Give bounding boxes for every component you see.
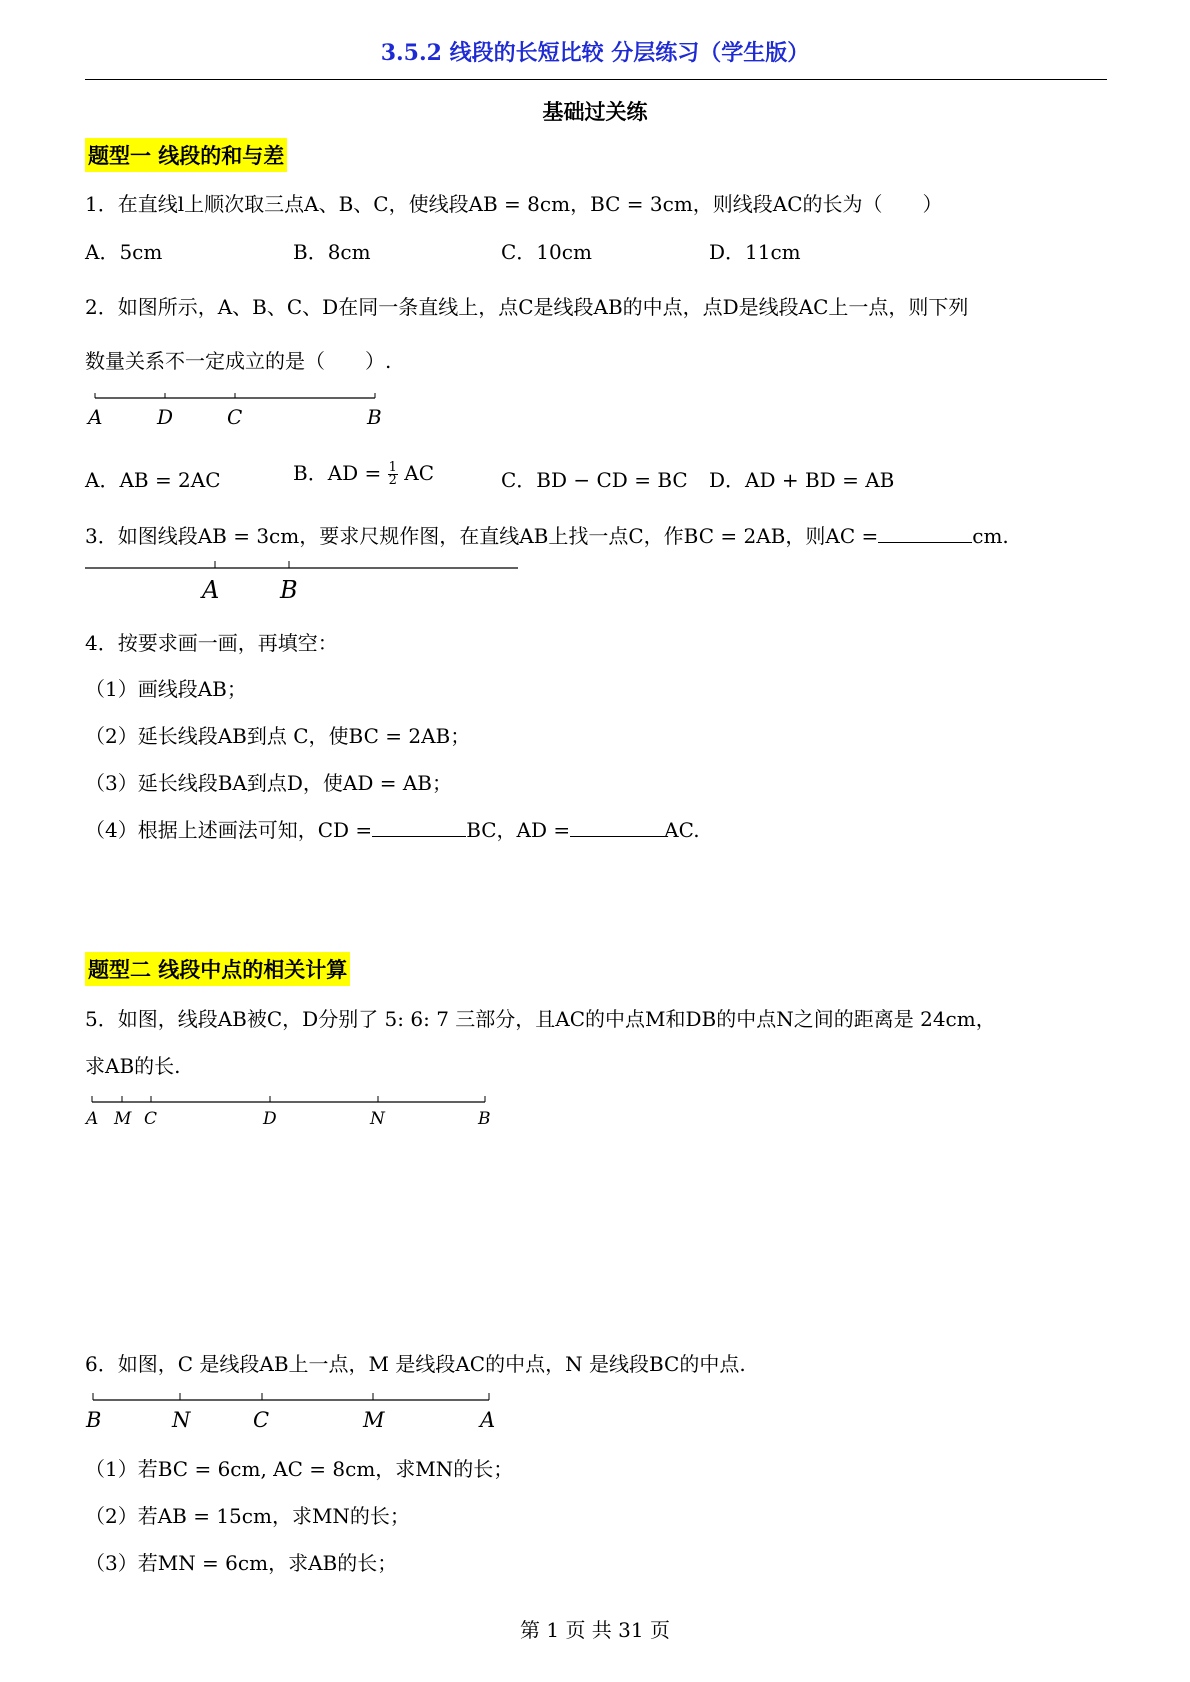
q3-label-a: A <box>202 576 220 604</box>
q2-option-b-tail: AC <box>404 461 435 485</box>
q5-label-b: B <box>478 1109 491 1129</box>
q2-fraction <box>388 462 398 487</box>
q4-part-2: （2）延长线段AB到点 C，使BC = 2AB； <box>85 724 471 748</box>
q2-label-d: D <box>157 405 174 429</box>
fraction-denominator: 2 <box>388 473 397 488</box>
q6-label-a: A <box>480 1408 496 1432</box>
q3-label-b: B <box>280 576 298 604</box>
q4-part-4-c: AC. <box>664 818 700 842</box>
question-2-line-1: 2．如图所示，A、B、C、D在同一条直线上，点C是线段AB的中点，点D是线段AC上一点，则下列 <box>85 295 969 319</box>
q2-label-c: C <box>227 405 243 429</box>
fraction-numerator: 1 <box>388 460 397 475</box>
q2-option-d: D．AD + BD = AB <box>709 468 895 492</box>
q6-label-m: M <box>363 1408 385 1432</box>
q2-option-b <box>293 457 434 487</box>
q3-text-after: cm. <box>972 524 1009 548</box>
q3-figure <box>85 556 525 606</box>
question-5-line-1: 5．如图，线段AB被C，D分别了 5: 6: 7 三部分，且AC的中点M和DB的中点N之间的距离是 24cm， <box>85 1007 996 1031</box>
q1-option-d: D．11cm <box>709 240 801 264</box>
question-type-1-label: 题型一 线段的和与差 <box>85 138 287 172</box>
q4-part-4 <box>85 814 700 843</box>
q6-label-n: N <box>172 1408 191 1432</box>
question-5-line-2: 求AB的长. <box>85 1054 181 1078</box>
header-divider <box>85 79 1107 80</box>
q6-part-2: （2）若AB = 15cm，求MN的长； <box>85 1504 410 1528</box>
question-type-2-label: 题型二 线段中点的相关计算 <box>85 952 350 986</box>
q4-part-4-a: （4）根据上述画法可知，CD = <box>85 818 373 842</box>
q5-label-a: A <box>86 1109 99 1129</box>
section-heading: 基础过关练 <box>542 99 648 124</box>
q1-option-b: B．8cm <box>293 240 371 264</box>
question-6-stem: 6．如图，C 是线段AB上一点，M 是线段AC的中点，N 是线段BC的中点. <box>85 1352 746 1376</box>
question-3-text <box>85 520 1009 549</box>
q3-answer-blank[interactable] <box>878 524 972 543</box>
q1-option-c: C．10cm <box>501 240 592 264</box>
q6-figure <box>85 1390 505 1440</box>
q1-option-a: A．5cm <box>85 240 163 264</box>
q2-option-c: C．BD − CD = BC <box>501 468 688 492</box>
q5-figure <box>85 1092 505 1132</box>
q5-label-c: C <box>144 1109 158 1129</box>
q2-label-b: B <box>367 405 382 429</box>
q2-figure <box>85 390 385 430</box>
q6-part-3: （3）若MN = 6cm，求AB的长； <box>85 1551 398 1575</box>
question-1-text: 1．在直线l上顺次取三点A、B、C，使线段AB = 8cm，BC = 3cm，则线段AC的长为（ ） <box>85 192 943 216</box>
q6-label-b: B <box>86 1408 102 1432</box>
q2-label-a: A <box>88 405 103 429</box>
question-4-stem: 4．按要求画一画，再填空： <box>85 631 338 655</box>
q4-part-1: （1）画线段AB； <box>85 677 247 701</box>
q4-part-3: （3）延长线段BA到点D，使AD = AB； <box>85 771 452 795</box>
q2-option-a: A．AB = 2AC <box>85 468 221 492</box>
q4-part-4-b: BC，AD = <box>466 818 571 842</box>
q5-label-d: D <box>263 1109 277 1129</box>
question-2-line-2: 数量关系不一定成立的是（ ）. <box>85 349 392 373</box>
q4-blank-1[interactable] <box>372 818 466 837</box>
q5-label-n: N <box>370 1109 385 1129</box>
q2-option-b-prefix: B．AD = <box>293 461 388 485</box>
q6-part-1: （1）若BC = 6cm, AC = 8cm，求MN的长； <box>85 1457 514 1481</box>
page-footer: 第 1 页 共 31 页 <box>520 1618 670 1642</box>
page-title: 3.5.2 线段的长短比较 分层练习（学生版） <box>380 40 810 66</box>
q6-label-c: C <box>253 1408 270 1432</box>
q4-blank-2[interactable] <box>570 818 664 837</box>
q5-label-m: M <box>114 1109 132 1129</box>
q3-text-before: 3．如图线段AB = 3cm，要求尺规作图，在直线AB上找一点C，作BC = 2AB，则AC = <box>85 524 879 548</box>
